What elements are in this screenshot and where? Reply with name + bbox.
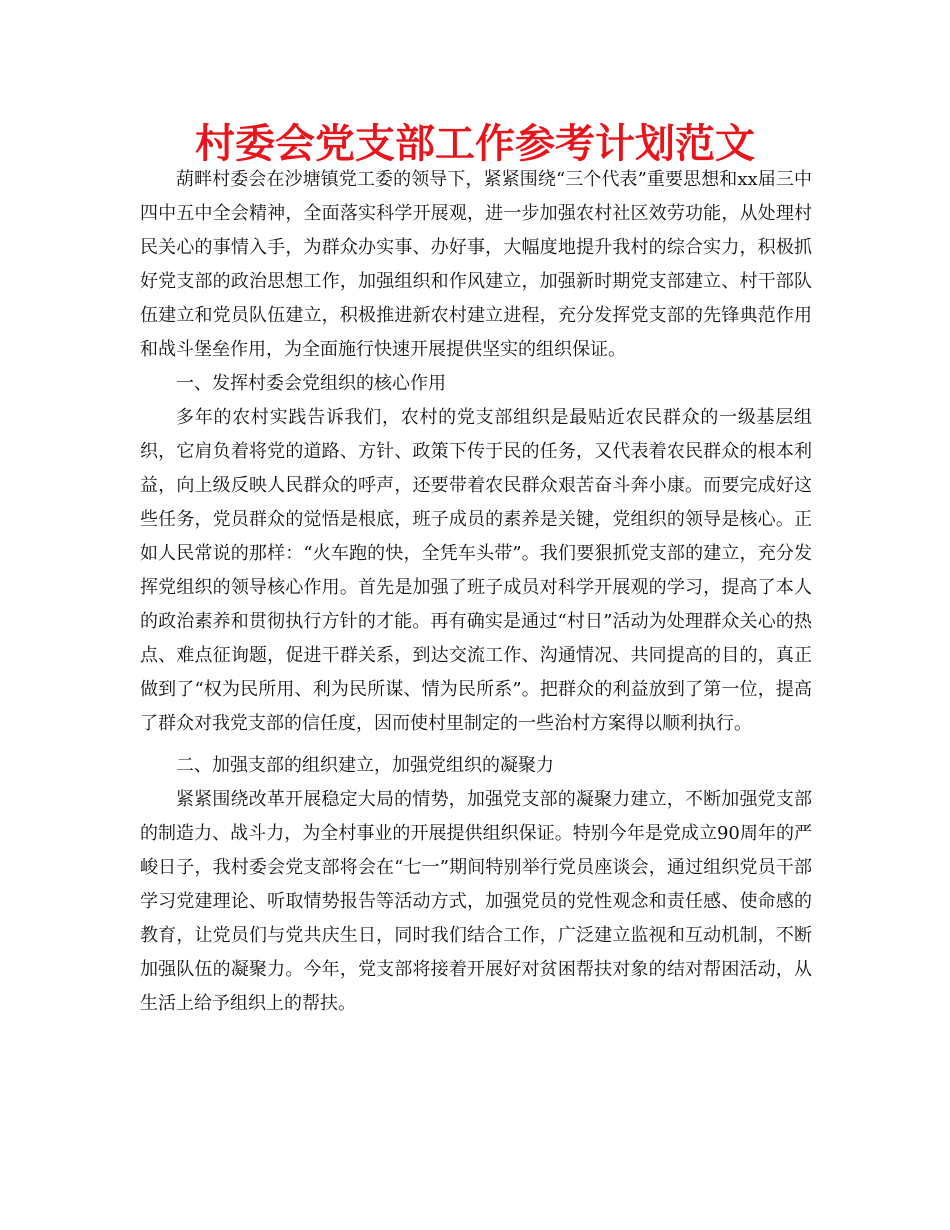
paragraph-section-2: 紧紧围绕改革开展稳定大局的情势，加强党支部的凝聚力建立，不断加强党支部的制造力、战斗力，为全村事业的开展提供组织保证。特别今年是党成立90周年的严峻日子，我村委会党支部将会在“七一”期间特别举行党员座谈会，通过组织党员干部学习党建理论、听取情势报告等活动方式，加强党员的党性观念和责任感、使命感的教育，让党员们与党共庆生日，同时我们结合工作，广泛建立监视和互动机制，不断加强队伍的凝聚力。今年，党支部将接着开展好对贫困帮扶对象的结对帮困活动，从生活上给予组织上的帮扶。 (140, 789, 812, 1014)
document-body (140, 163, 812, 1021)
paragraph-intro: 葫畔村委会在沙塘镇党工委的领导下，紧紧围绕“三个代表”重要思想和xx届三中四中五中全会精神，全面落实科学开展观，进一步加强农村社区效劳功能，从处理村民关心的事情入手，为群众办实事、办好事，大幅度地提升我村的综合实力，积极抓好党支部的政治思想工作，加强组织和作风建立，加强新时期党支部建立、村干部队伍建立和党员队伍建立，积极推进新农村建立进程，充分发挥党支部的先锋典范作用和战斗堡垒作用，为全面施行快速开展提供坚实的组织保证。 (140, 169, 812, 360)
section-heading-1: 一、发挥村委会党组织的核心作用 (176, 373, 446, 394)
section-spacer (140, 741, 812, 749)
section-heading-2: 二、加强支部的组织建立，加强党组织的凝聚力 (176, 755, 554, 776)
paragraph-section-1: 多年的农村实践告诉我们，农村的党支部组织是最贴近农民群众的一级基层组织，它肩负着将党的道路、方针、政策下传于民的任务，又代表着农民群众的根本利益，向上级反映人民群众的呼声，还要带着农民群众艰苦奋斗奔小康。而要完成好这些任务，党员群众的觉悟是根底，班子成员的素养是关键，党组织的领导是核心。正如人民常说的那样：“火车跑的快，全凭车头带”。我们要狠抓党支部的建立，充分发挥党组织的领导核心作用。首先是加强了班子成员对科学开展观的学习，提高了本人的政治素养和贯彻执行方针的才能。再有确实是通过“村日”活动为处理群众关心的热点、难点征询题，促进干群关系，到达交流工作、沟通情况、共同提高的目的，真正做到了“权为民所用、利为民所谋、情为民所系”。把群众的利益放到了第一位，提高了群众对我党支部的信任度，因而使村里制定的一些治村方案得以顺利执行。 (140, 407, 812, 734)
document-title: 村委会党支部工作参考计划范文 (195, 121, 755, 167)
